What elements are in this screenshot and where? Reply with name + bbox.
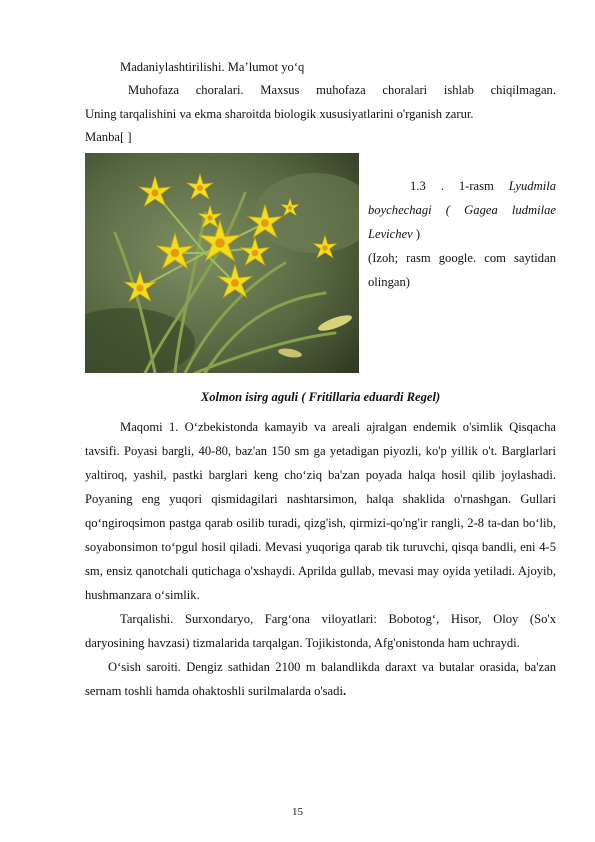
- line-protection: Muhofaza choralari. Maxsus muhofaza choralari ishlab chiqilmagan.: [128, 83, 556, 97]
- flower-photo: [85, 153, 359, 373]
- line-study-note: Uning tarqalishini va ekma sharoitda biologik xususiyatlarini o'rganish zarur.: [85, 107, 474, 121]
- caption-close: ): [412, 227, 421, 241]
- caption-number: 1.3 . 1-rasm: [410, 179, 494, 193]
- paragraph-distribution: Tarqalishi. Surxondaryo, Fargʻona viloyatlari: Bobotogʻ, Hisor, Oloy (So'x daryosining havzasi) tizmalarida tarqalgan. Tojikistonda, Afg'onistonda ham uchraydi.: [85, 612, 556, 650]
- figure-caption: [368, 174, 556, 294]
- caption-source: (Izoh; rasm google. com saytidan olingan): [368, 251, 556, 289]
- section-heading: Xolmon isirg aguli ( Fritillaria eduardi Regel): [200, 390, 441, 404]
- paragraph-habitat: Oʻsish saroiti. Dengiz sathidan 2100 m balandlikda daraxt va butalar orasida, ba'zan sernam toshli hamda ohaktoshli surilmalarda o'sadi: [85, 660, 556, 698]
- line-cultivation: Madaniylashtirilishi. Maʼlumot yoʻq: [120, 60, 305, 74]
- paragraph-habitat-end: .: [342, 684, 347, 698]
- page-number: 15: [292, 806, 303, 818]
- caption-title: Lyudmila boychechagi ( Gagea ludmilae Levichev: [368, 179, 556, 241]
- section-body: [85, 415, 556, 703]
- gagea-flower-image: [85, 153, 359, 373]
- paragraph-description: Maqomi 1. Oʻzbekistonda kamayib va areali ajralgan endemik o'simlik Qisqacha tavsifi. Poyasi bargli, 40-80, baz'an 150 sm ga yetadigan piyozli, ko'p yillik o't. Barglarlari yaltiroq, yashil, pastki barglari keng choʻziq ba'zan poyada halqa hosil qilib joylashadi. Poyaning eng yuqori qismidagilari nashtarsimon, halqa shaklida o'rnashgan. Gullari qoʻngiroqsimon pastga qarab osilib turadi, qizg'ish, qirmizi-qo'ng'ir rangli, 2-8 ta-dan boʻlib, soyabonsimon toʻpgul hosil qiladi. Mevasi yuqoriga qarab tik turuvchi, qisqa bandli, eni 4-5 sm, ensiz qanotchali qutichaga o'xshaydi. Aprilda gullab, mevasi may oyida yetiladi. Ajoyib, hushmanzara oʻsimlik.: [85, 420, 556, 602]
- line-source: Manba[ ]: [85, 130, 132, 144]
